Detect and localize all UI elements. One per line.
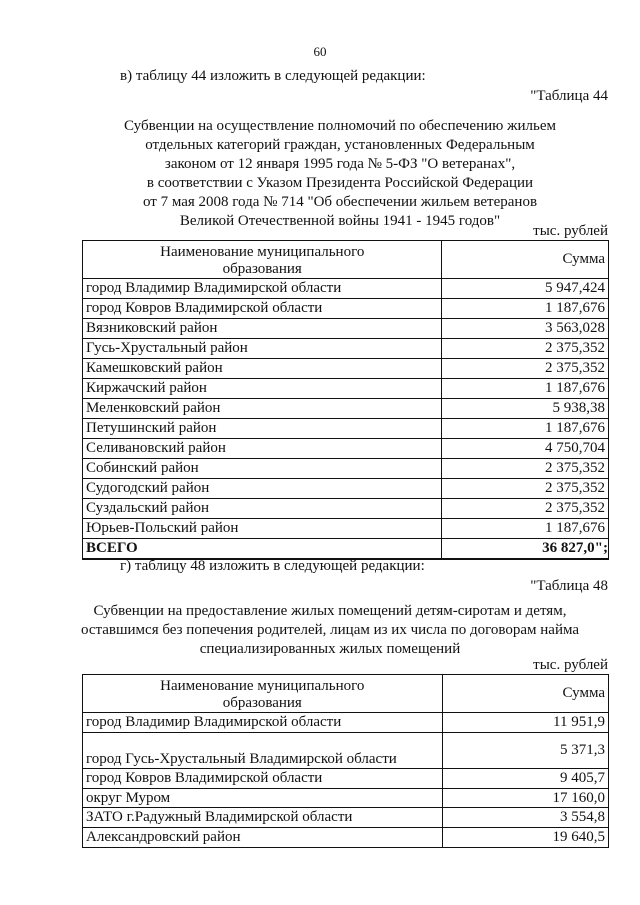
title-line: оставшимся без попечения родителей, лицам из их числа по договорам найма	[80, 622, 580, 638]
table-48-label: "Таблица 48	[530, 578, 608, 594]
column-header-sum: Сумма	[442, 675, 608, 713]
row-sum: 1 187,676	[442, 519, 609, 539]
title-line: от 7 мая 2008 года № 714 "Об обеспечении жильем ветеранов	[142, 194, 538, 210]
table-row	[83, 439, 609, 459]
row-sum: 1 187,676	[442, 379, 609, 399]
table-row	[83, 788, 609, 808]
table-row	[83, 339, 609, 359]
column-header-name	[83, 241, 442, 279]
row-sum: 5 947,424	[442, 279, 609, 299]
row-sum: 5 938,38	[442, 399, 609, 419]
total-sum: 36 827,0";	[442, 539, 609, 559]
table-row	[83, 319, 609, 339]
row-sum: 2 375,352	[442, 359, 609, 379]
total-row	[83, 539, 609, 559]
title-line: специализированных жилых помещений	[199, 641, 461, 657]
title-line: законом от 12 января 1995 года № 5-ФЗ "О ветеранах",	[164, 156, 516, 172]
row-name: город Ковров Владимирской области	[83, 299, 442, 319]
row-name: Петушинский район	[83, 419, 442, 439]
table-row	[83, 359, 609, 379]
table-row	[83, 713, 609, 733]
table-44-label: "Таблица 44	[530, 88, 608, 104]
row-sum: 2 375,352	[442, 339, 609, 359]
row-name: Киржачский район	[83, 379, 442, 399]
table-row	[83, 479, 609, 499]
table-row	[83, 279, 609, 299]
row-name: город Владимир Владимирской области	[83, 713, 443, 733]
row-sum: 3 554,8	[442, 808, 608, 828]
units-label: тыс. рублей	[533, 223, 608, 239]
table-row	[83, 519, 609, 539]
title-line: в соответствии с Указом Президента Российской Федерации	[146, 175, 534, 191]
header-text: Наименование муниципального	[160, 678, 365, 694]
row-name: Вязниковский район	[83, 319, 442, 339]
header-text: образования	[222, 695, 302, 711]
title-line: Субвенции на осуществление полномочий по обеспечению жильем	[124, 118, 556, 134]
row-sum: 19 640,5	[442, 828, 608, 848]
table-row	[83, 299, 609, 319]
row-name: город Владимир Владимирской области	[83, 279, 442, 299]
total-label: ВСЕГО	[83, 539, 442, 559]
row-name: ЗАТО г.Радужный Владимирской области	[83, 808, 443, 828]
title-line: Субвенции на предоставление жилых помещений детям-сиротам и детям,	[93, 603, 567, 619]
row-sum: 17 160,0	[442, 788, 608, 808]
row-name: Судогодский район	[83, 479, 442, 499]
row-name: Собинский район	[83, 459, 442, 479]
row-name: Гусь-Хрустальный район	[83, 339, 442, 359]
table-row	[83, 499, 609, 519]
instruction-table-44: в) таблицу 44 изложить в следующей редакции:	[120, 68, 426, 84]
row-name: Суздальский район	[83, 499, 442, 519]
table-row	[83, 828, 609, 848]
units-label: тыс. рублей	[533, 657, 608, 673]
header-text: образования	[222, 261, 302, 277]
table-row	[83, 732, 609, 768]
row-name: город Гусь-Хрустальный Владимирской области	[83, 732, 443, 768]
table-row	[83, 419, 609, 439]
row-sum: 4 750,704	[442, 439, 609, 459]
row-name: Александровский район	[83, 828, 443, 848]
table-44	[82, 240, 609, 560]
table-row	[83, 808, 609, 828]
table-row	[83, 379, 609, 399]
table-row	[83, 768, 609, 788]
page-number: 60	[313, 44, 327, 59]
row-name: Меленковский район	[83, 399, 442, 419]
row-name: округ Муром	[83, 788, 443, 808]
column-header-name	[83, 675, 443, 713]
row-name: город Ковров Владимирской области	[83, 768, 443, 788]
table-48	[82, 674, 609, 848]
table-row	[83, 459, 609, 479]
row-name: Юрьев-Польский район	[83, 519, 442, 539]
row-sum: 11 951,9	[442, 713, 608, 733]
row-sum: 2 375,352	[442, 479, 609, 499]
row-sum: 2 375,352	[442, 459, 609, 479]
title-line: отдельных категорий граждан, установленных Федеральным	[145, 137, 535, 153]
row-sum: 1 187,676	[442, 299, 609, 319]
column-header-sum: Сумма	[442, 241, 609, 279]
row-sum: 1 187,676	[442, 419, 609, 439]
table-row	[83, 399, 609, 419]
row-name: Селивановский район	[83, 439, 442, 459]
table-header-row	[83, 675, 609, 713]
row-sum: 3 563,028	[442, 319, 609, 339]
instruction-table-48: г) таблицу 48 изложить в следующей редакции:	[120, 558, 425, 574]
table-44-title	[60, 117, 620, 231]
title-line: Великой Отечественной войны 1941 - 1945 годов"	[179, 213, 501, 229]
row-sum: 2 375,352	[442, 499, 609, 519]
table-48-title	[40, 602, 620, 659]
row-sum: 5 371,3	[442, 732, 608, 768]
table-header-row	[83, 241, 609, 279]
row-name: Камешковский район	[83, 359, 442, 379]
row-sum: 9 405,7	[442, 768, 608, 788]
header-text: Наименование муниципального	[160, 244, 365, 260]
